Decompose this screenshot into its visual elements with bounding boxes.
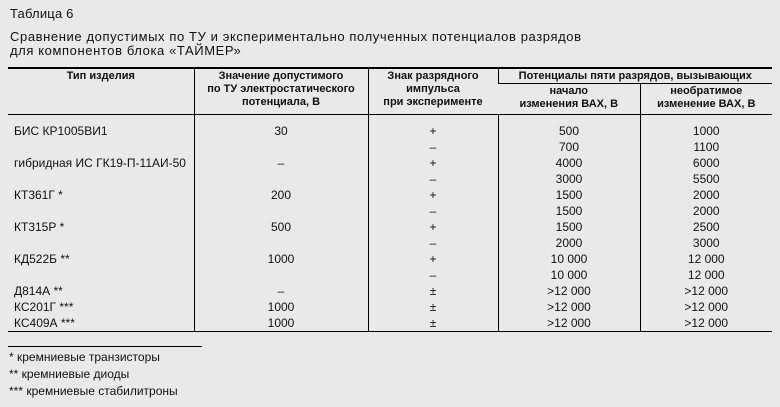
table-row <box>8 251 772 267</box>
cell-sign: ± <box>368 299 498 315</box>
table-title <box>10 30 582 58</box>
cell-start: 700 <box>498 139 640 155</box>
header-allowed <box>194 68 368 115</box>
cell-sign: – <box>368 267 498 283</box>
cell-start: >12 000 <box>498 283 640 299</box>
header-irreversible <box>640 84 772 115</box>
cell-sign: + <box>368 251 498 267</box>
cell-start: >12 000 <box>498 315 640 332</box>
cell-type: КТ315Р * <box>14 220 65 234</box>
cell-allowed <box>194 139 368 155</box>
cell-allowed <box>194 267 368 283</box>
cell-type <box>8 171 194 187</box>
cell-allowed: 1000 <box>194 315 368 332</box>
cell-start: 3000 <box>498 171 640 187</box>
cell-allowed: 30 <box>194 115 368 140</box>
header-sign-line: при эксперименте <box>383 96 483 108</box>
cell-irreversible: 6000 <box>640 155 772 171</box>
cell-irreversible: 1000 <box>640 115 772 140</box>
cell-irreversible: 12 000 <box>640 251 772 267</box>
cell-allowed: 1000 <box>194 251 368 267</box>
cell-start: 10 000 <box>498 251 640 267</box>
cell-start: 1500 <box>498 219 640 235</box>
cell-allowed: 500 <box>194 219 368 235</box>
table-row <box>8 139 772 155</box>
cell-irreversible: >12 000 <box>640 299 772 315</box>
title-line: для компонентов блока «ТАЙМЕР» <box>10 43 242 58</box>
cell-irreversible: >12 000 <box>640 283 772 299</box>
cell-irreversible: 1100 <box>640 139 772 155</box>
cell-irreversible: 12 000 <box>640 267 772 283</box>
cell-irreversible: 3000 <box>640 235 772 251</box>
table-row <box>8 283 772 299</box>
cell-type: КТ361Г * <box>14 188 63 202</box>
cell-type <box>8 267 194 283</box>
header-start <box>498 84 640 115</box>
cell-irreversible: 5500 <box>640 171 772 187</box>
cell-sign: – <box>368 139 498 155</box>
header-sign <box>368 68 498 115</box>
header-start-line: начало <box>549 85 589 97</box>
header-start-line: изменения ВАХ, В <box>519 98 619 110</box>
cell-type: БИС КР1005ВИ1 <box>14 124 108 138</box>
cell-allowed: – <box>194 155 368 171</box>
cell-sign: – <box>368 203 498 219</box>
cell-irreversible: 2500 <box>640 219 772 235</box>
cell-start: 10 000 <box>498 267 640 283</box>
cell-start: 500 <box>498 115 640 140</box>
table-row <box>8 203 772 219</box>
table-row <box>8 155 772 171</box>
cell-allowed <box>194 235 368 251</box>
footnote-divider <box>8 346 202 347</box>
cell-sign: ± <box>368 283 498 299</box>
header-sign-line: импульса <box>406 83 460 95</box>
cell-type: КД522Б ** <box>14 252 70 266</box>
cell-start: >12 000 <box>498 299 640 315</box>
header-irreversible-line: необратимое <box>670 85 743 97</box>
footnotes <box>8 346 202 400</box>
header-allowed-line: потенциала, В <box>241 96 321 108</box>
footnote: ** кремниевые диоды <box>9 367 130 381</box>
table-row <box>8 115 772 140</box>
cell-allowed <box>194 203 368 219</box>
cell-type <box>8 139 194 155</box>
cell-sign: + <box>368 155 498 171</box>
cell-irreversible: 2000 <box>640 187 772 203</box>
cell-sign: + <box>368 187 498 203</box>
cell-type <box>8 203 194 219</box>
table-row <box>8 267 772 283</box>
header-irreversible-line: изменение ВАХ, В <box>657 98 756 110</box>
footnote: *** кремниевые стабилитроны <box>9 384 178 398</box>
table-row <box>8 219 772 235</box>
cell-allowed: 1000 <box>194 299 368 315</box>
cell-type: Д814А ** <box>14 284 63 298</box>
cell-sign: + <box>368 115 498 140</box>
footnote: * кремниевые транзисторы <box>9 350 160 364</box>
title-line: Сравнение допустимых по ТУ и экспериментально полученных потенциалов разрядов <box>10 29 582 44</box>
cell-sign: – <box>368 235 498 251</box>
table-row <box>8 235 772 251</box>
cell-type: гибридная ИС ГК19-П-11АИ-50 <box>14 156 186 170</box>
table-row <box>8 315 772 332</box>
table-row <box>8 187 772 203</box>
cell-start: 1500 <box>498 187 640 203</box>
cell-sign: – <box>368 171 498 187</box>
header-allowed-line: Значение допустимого <box>218 70 344 82</box>
cell-irreversible: >12 000 <box>640 315 772 332</box>
header-type: Тип изделия <box>8 68 194 115</box>
cell-irreversible: 2000 <box>640 203 772 219</box>
table-caption: Таблица 6 <box>10 6 74 21</box>
cell-type <box>8 235 194 251</box>
cell-sign: ± <box>368 315 498 332</box>
cell-allowed: 200 <box>194 187 368 203</box>
table-row <box>8 171 772 187</box>
cell-type: КС201Г *** <box>14 300 74 314</box>
cell-allowed: – <box>194 283 368 299</box>
table-row <box>8 299 772 315</box>
header-potentials: Потенциалы пяти разрядов, вызывающих <box>498 68 772 84</box>
cell-allowed <box>194 171 368 187</box>
cell-sign: + <box>368 219 498 235</box>
cell-start: 2000 <box>498 235 640 251</box>
cell-start: 1500 <box>498 203 640 219</box>
cell-start: 4000 <box>498 155 640 171</box>
header-allowed-line: по ТУ электростатического <box>207 83 355 95</box>
table-body <box>8 115 772 332</box>
header-sign-line: Знак разрядного <box>387 70 479 82</box>
potentials-table <box>8 67 772 332</box>
cell-type: КС409А *** <box>8 315 194 332</box>
